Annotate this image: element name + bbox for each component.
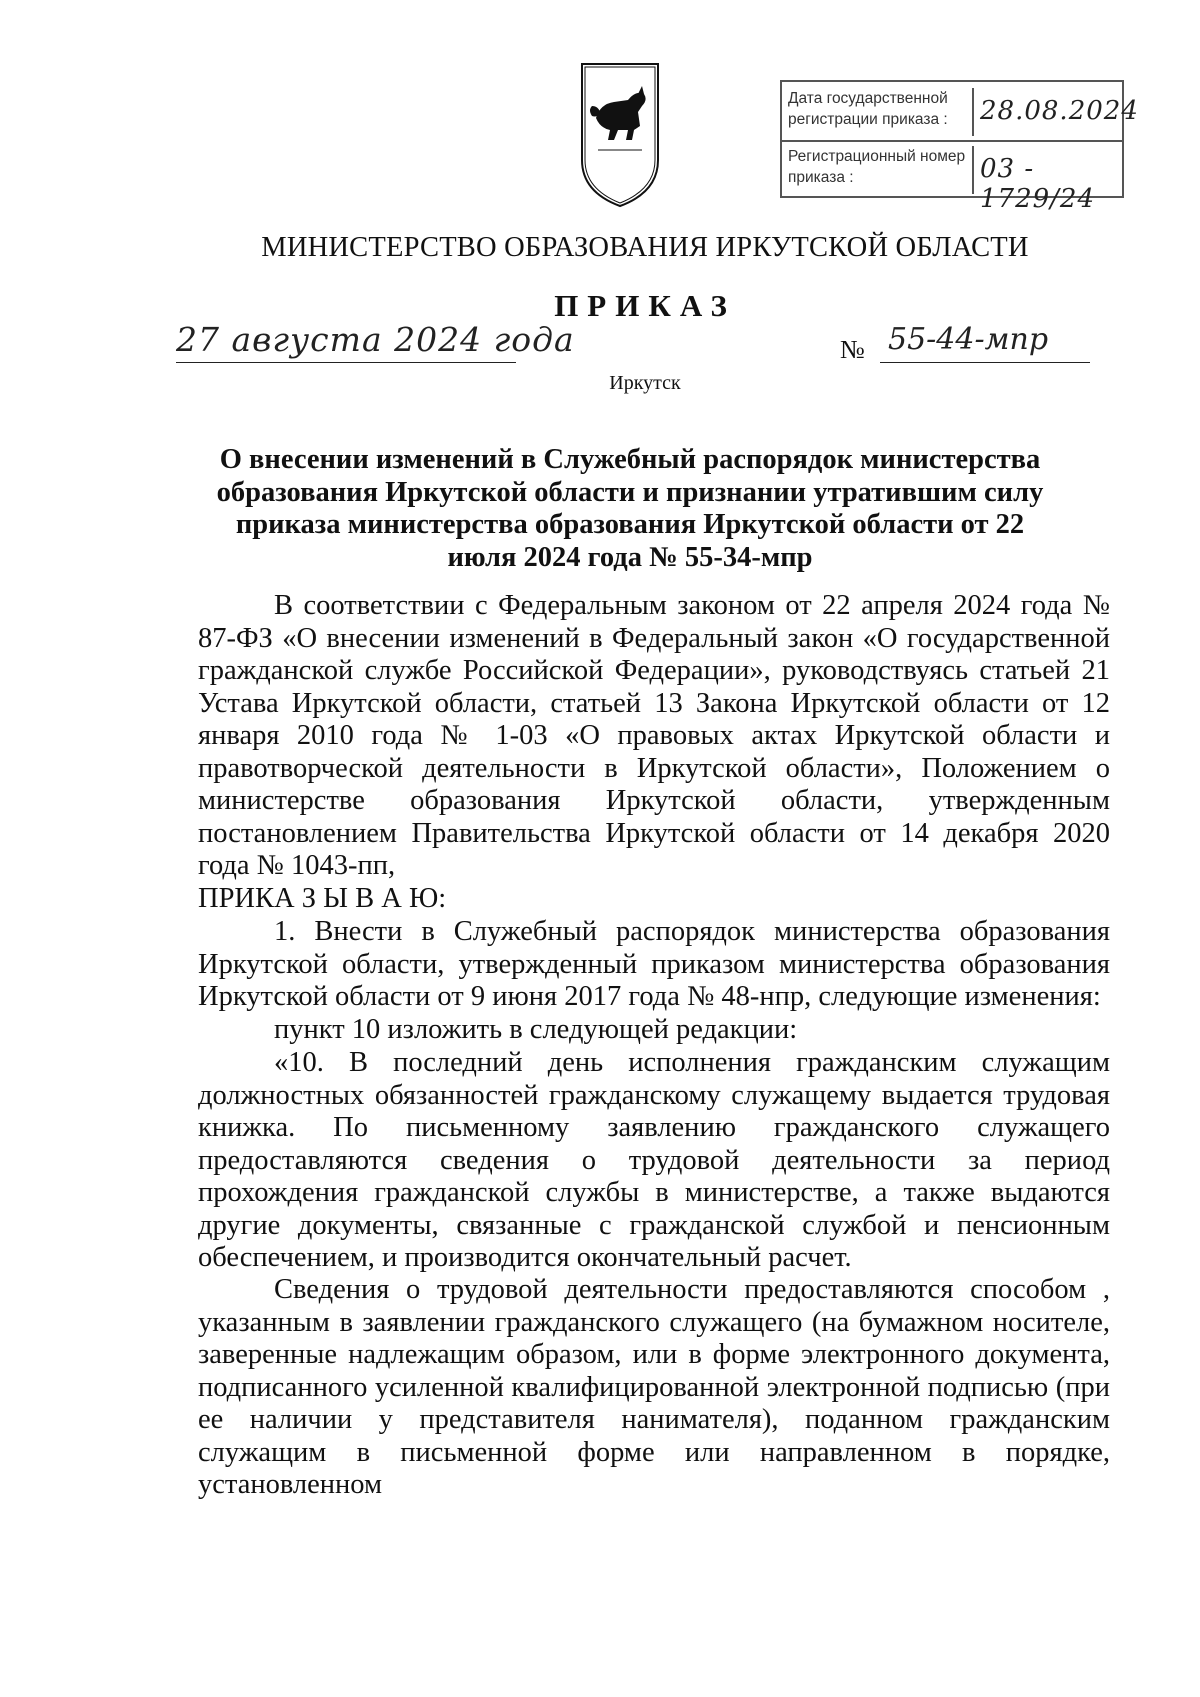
document-type-title: ПРИКАЗ: [554, 288, 736, 323]
handwritten-date: 27 августа 2024 года: [176, 320, 575, 359]
handwritten-order-number: 55-44-мпр: [888, 322, 1049, 357]
ministry-name: МИНИСТЕРСТВО ОБРАЗОВАНИЯ ИРКУТСКОЙ ОБЛАСТИ: [261, 232, 1029, 263]
paragraph-item-1: 1. Внести в Служебный распорядок министерства образования Иркутской области, утвержденный приказом министерства образования Иркутской области от 9 июня 2017 года № 48-нпр, следующие изменения:: [198, 916, 1110, 1012]
coat-of-arms-emblem: [578, 60, 662, 210]
stamp-date-row: [782, 82, 1139, 142]
paragraph-item-10-intro: пункт 10 изложить в следующей редакции:: [274, 1014, 798, 1045]
stamp-date-value: 28.08.2024: [980, 96, 1139, 126]
paragraph-item-10-text: «10. В последний день исполнения гражданским служащим должностных обязанностей гражданскому служащему выдается трудовая книжка. По письменному заявлению гражданского служащего предоставляются сведения о трудовой деятельности за период прохождения гражданской службы в министерстве, а также выдаются другие документы, связанные с гражданской службой и пенсионным обеспечением, и производится окончательный расчет.: [198, 1047, 1110, 1273]
order-word: ПРИКА З Ы В А Ю:: [198, 883, 447, 914]
stamp-number-value: 03 - 1729/24: [980, 154, 1096, 214]
stamp-number-row: [782, 140, 1122, 214]
order-heading: О внесении изменений в Служебный распорядок министерства образования Иркутской области и признании утратившим силу приказа министерства образования Иркутской области от 22 июля 2024 года № 55-34-мпр: [216, 444, 1044, 573]
stamp-date-label: Дата государственной регистрации приказа :: [788, 88, 974, 136]
paragraph-preamble: В соответствии с Федеральным законом от 22 апреля 2024 года № 87-ФЗ «О внесении изменений в Федеральный закон «О государственной гражданской службе Российской Федерации», руководствуясь статьей 21 Устава Иркутской области, статьей 13 Закона Иркутской области от 12 января 2010 года № 1-03 «О правовых актах Иркутской области и правотворческой деятельности в Иркутской области», Положением о министерстве образования Иркутской области, утвержденным постановлением Правительства Иркутской области от 14 декабря 2020 года № 1043-пп,: [198, 590, 1110, 881]
number-sign: №: [840, 335, 865, 364]
city-name: Иркутск: [609, 372, 681, 394]
paragraph-work-info: Сведения о трудовой деятельности предоставляются способом , указанным в заявлении гражданского служащего (на бумажном носителе, заверенные надлежащим образом, или в форме электронного документа, подписанного усиленной квалифицированной электронной подписью (при ее наличии у представителя нанимателя), поданном гражданским служащим в письменной форме или направленном в порядке, установленном: [198, 1274, 1110, 1500]
registration-stamp: [780, 80, 1139, 214]
date-underline: [176, 362, 516, 363]
number-underline: [880, 362, 1090, 363]
stamp-number-label: Регистрационный номер приказа :: [788, 146, 974, 194]
